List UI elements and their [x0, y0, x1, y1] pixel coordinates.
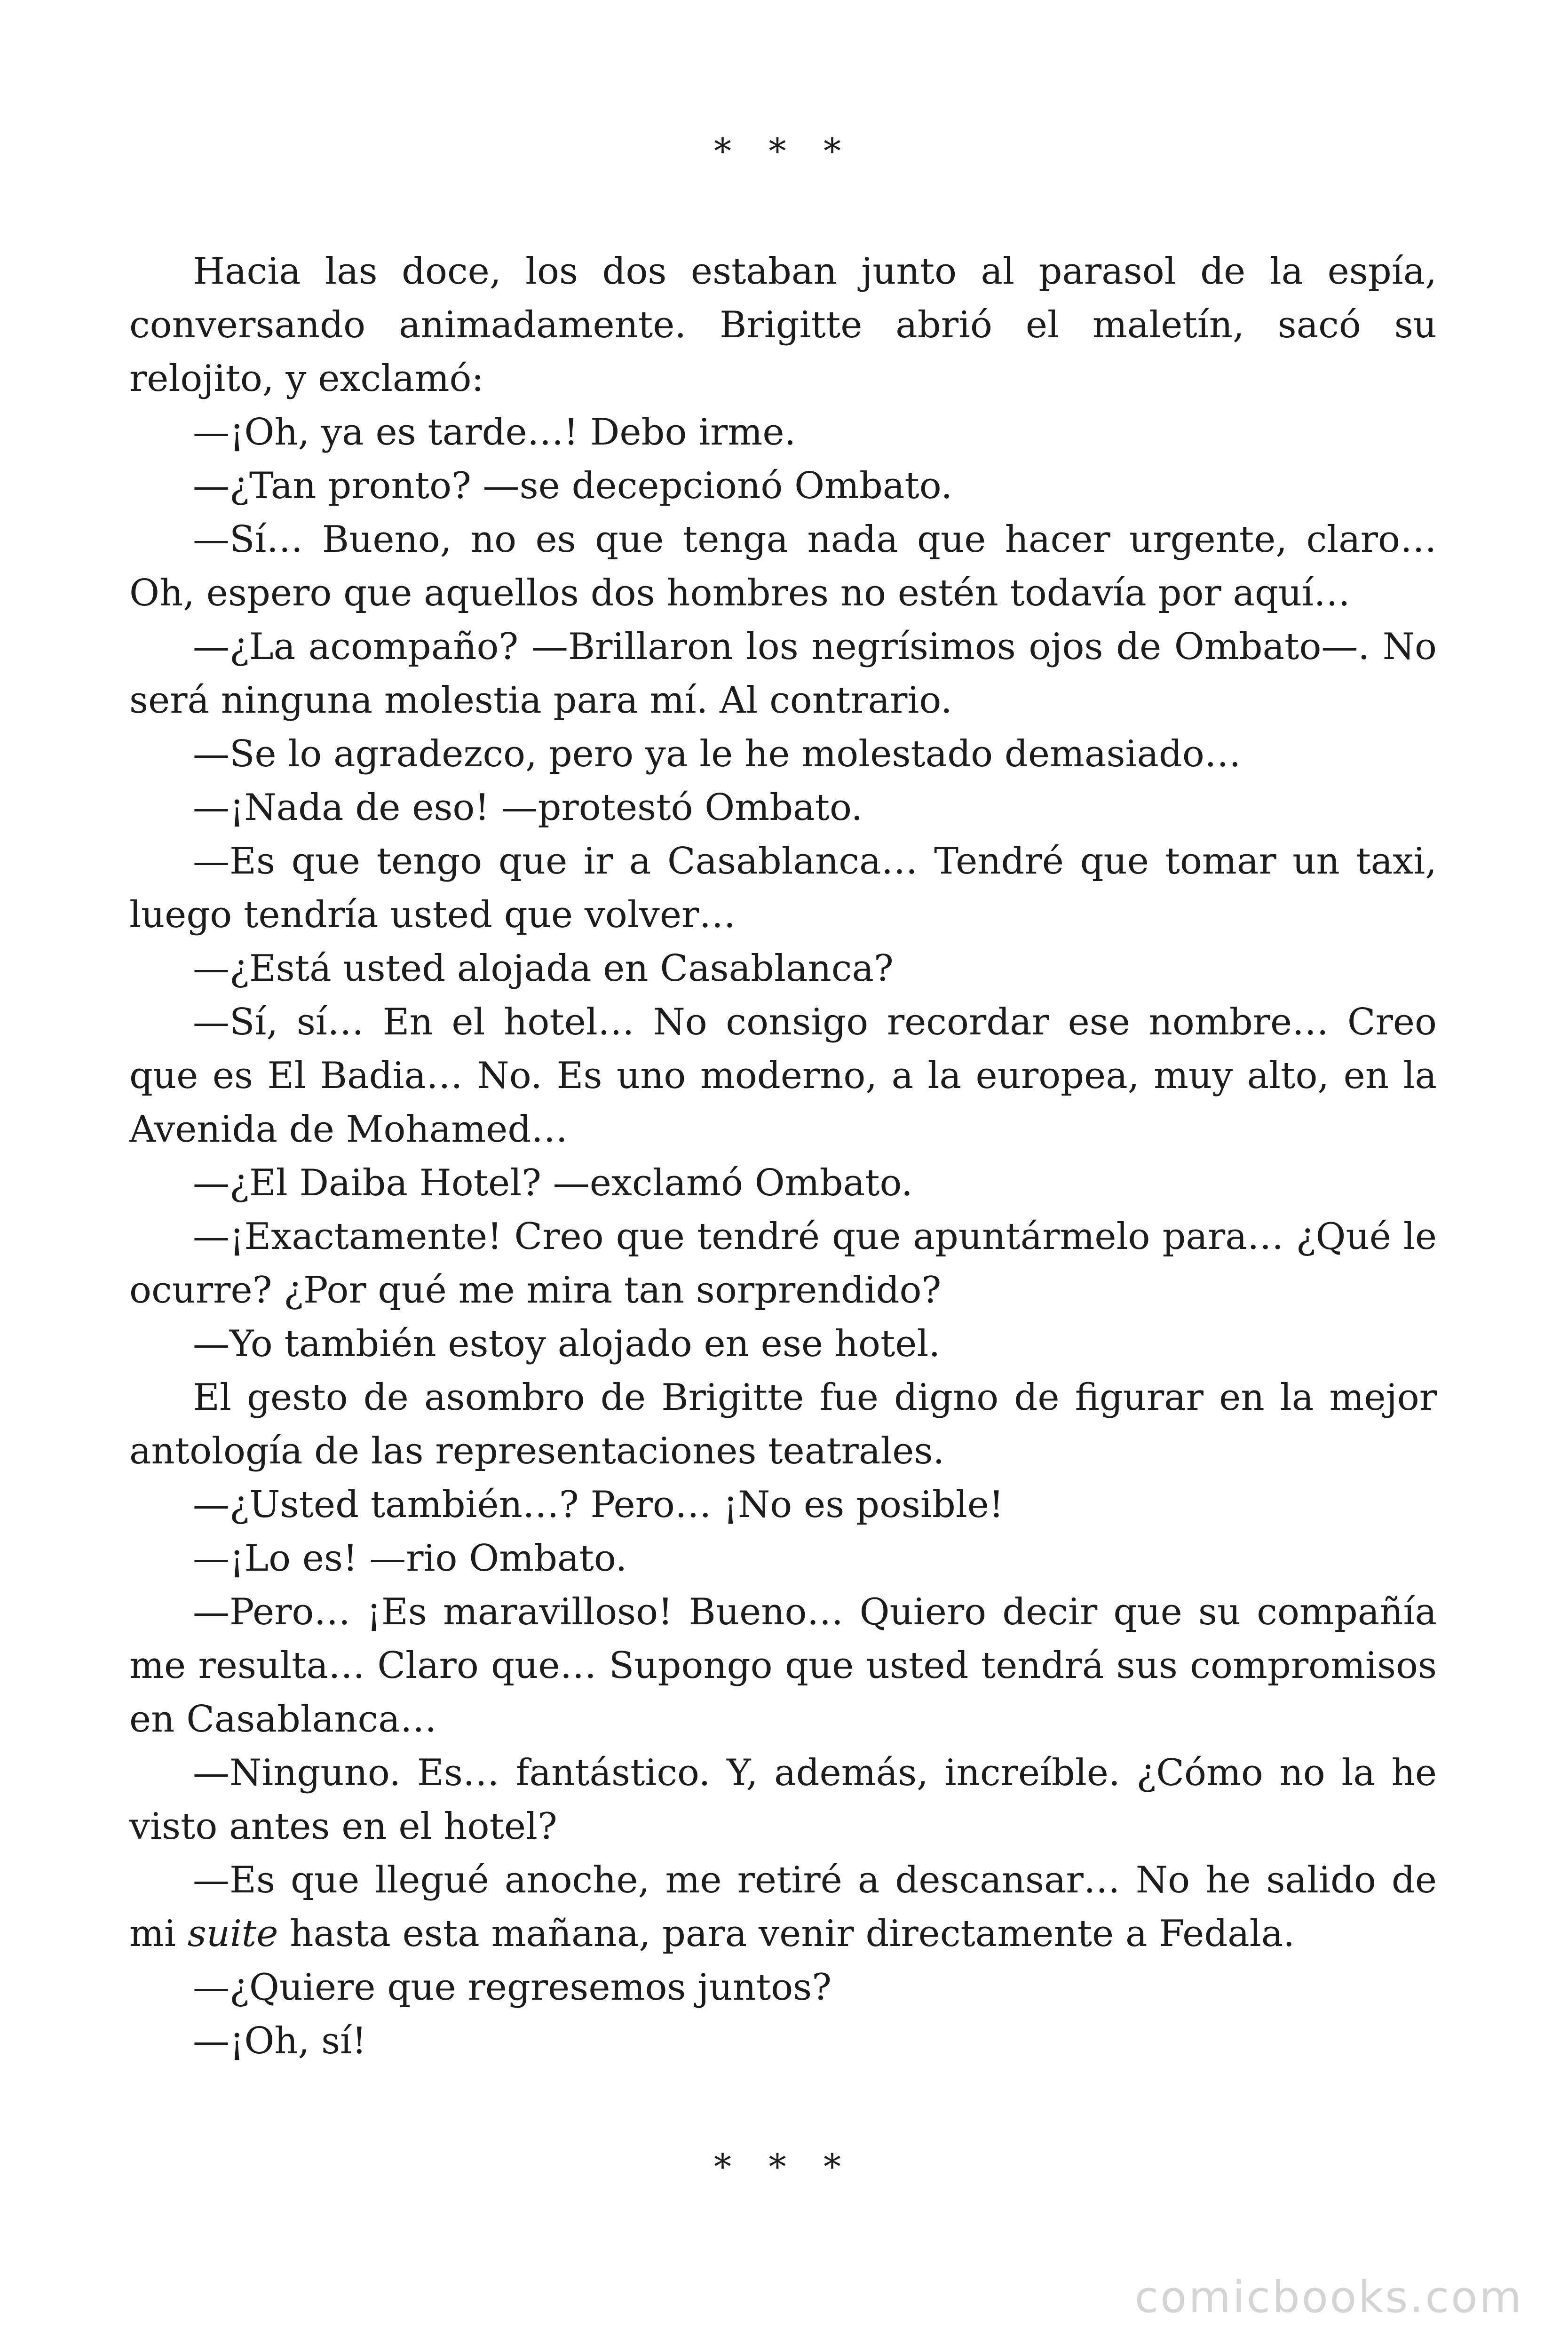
paragraph-8: —Es que tengo que ir a Casablanca… Tendré que tomar un taxi, luego tendría usted que volver…	[129, 840, 1437, 936]
body-text	[129, 245, 1437, 2068]
paragraph-18: —Ninguno. Es… fantástico. Y, además, increíble. ¿Cómo no la he visto antes en el hotel?	[129, 1752, 1437, 1848]
scene-separator-bottom: * * *	[713, 2147, 855, 2187]
paragraph-7: —¡Nada de eso! —protestó Ombato.	[193, 787, 863, 829]
paragraph-12: —¡Exactamente! Creo que tendré que apuntármelo para… ¿Qué le ocurre? ¿Por qué me mira tan sorprendido?	[129, 1216, 1437, 1311]
paragraph-19-after: hasta esta mañana, para venir directamente a Fedala.	[278, 1913, 1295, 1955]
watermark: comicbooks.com	[1134, 2272, 1523, 2322]
paragraph-21: —¡Oh, sí!	[193, 2020, 367, 2062]
paragraph-19	[129, 1853, 1437, 1961]
paragraph-3: —¿Tan pronto? —se decepcionó Ombato.	[193, 465, 953, 507]
paragraph-19-emphasis: suite	[187, 1913, 278, 1955]
paragraph-9: —¿Está usted alojada en Casablanca?	[193, 947, 894, 990]
paragraph-13: —Yo también estoy alojado en ese hotel.	[193, 1323, 941, 1365]
paragraph-17: —Pero… ¡Es maravilloso! Bueno… Quiero decir que su compañía me resulta… Claro que… Supongo que usted tendrá sus compromisos en Casablanca…	[129, 1591, 1437, 1740]
paragraph-6: —Se lo agradezco, pero ya le he molestado demasiado…	[193, 733, 1241, 775]
paragraph-15: —¿Usted también…? Pero… ¡No es posible!	[193, 1484, 1004, 1526]
paragraph-14: El gesto de asombro de Brigitte fue digno de figurar en la mejor antología de las representaciones teatrales.	[129, 1376, 1437, 1472]
scene-separator-top: * * *	[713, 131, 855, 172]
paragraph-16: —¡Lo es! —rio Ombato.	[193, 1537, 627, 1580]
paragraph-10: —Sí, sí… En el hotel… No consigo recordar ese nombre… Creo que es El Badia… No. Es uno moderno, a la europea, muy alto, en la Avenida de Mohamed…	[129, 1001, 1437, 1151]
paragraph-5: —¿La acompaño? —Brillaron los negrísimos ojos de Ombato—. No será ninguna molestia para mí. Al contrario.	[129, 626, 1437, 722]
paragraph-2: —¡Oh, ya es tarde…! Debo irme.	[193, 411, 796, 453]
paragraph-1: Hacia las doce, los dos estaban junto al parasol de la espía, conversando animadamente. Brigitte abrió el maletín, sacó su relojito, y exclamó:	[129, 250, 1437, 400]
paragraph-20: —¿Quiere que regresemos juntos?	[193, 1966, 832, 2009]
paragraph-4: —Sí… Bueno, no es que tenga nada que hacer urgente, claro… Oh, espero que aquellos dos hombres no estén todavía por aquí…	[129, 518, 1437, 614]
paragraph-19-before: —Es que llegué anoche, me retiré a descansar… No he salido de mi	[129, 1859, 1437, 1955]
paragraph-11: —¿El Daiba Hotel? —exclamó Ombato.	[193, 1162, 913, 1204]
